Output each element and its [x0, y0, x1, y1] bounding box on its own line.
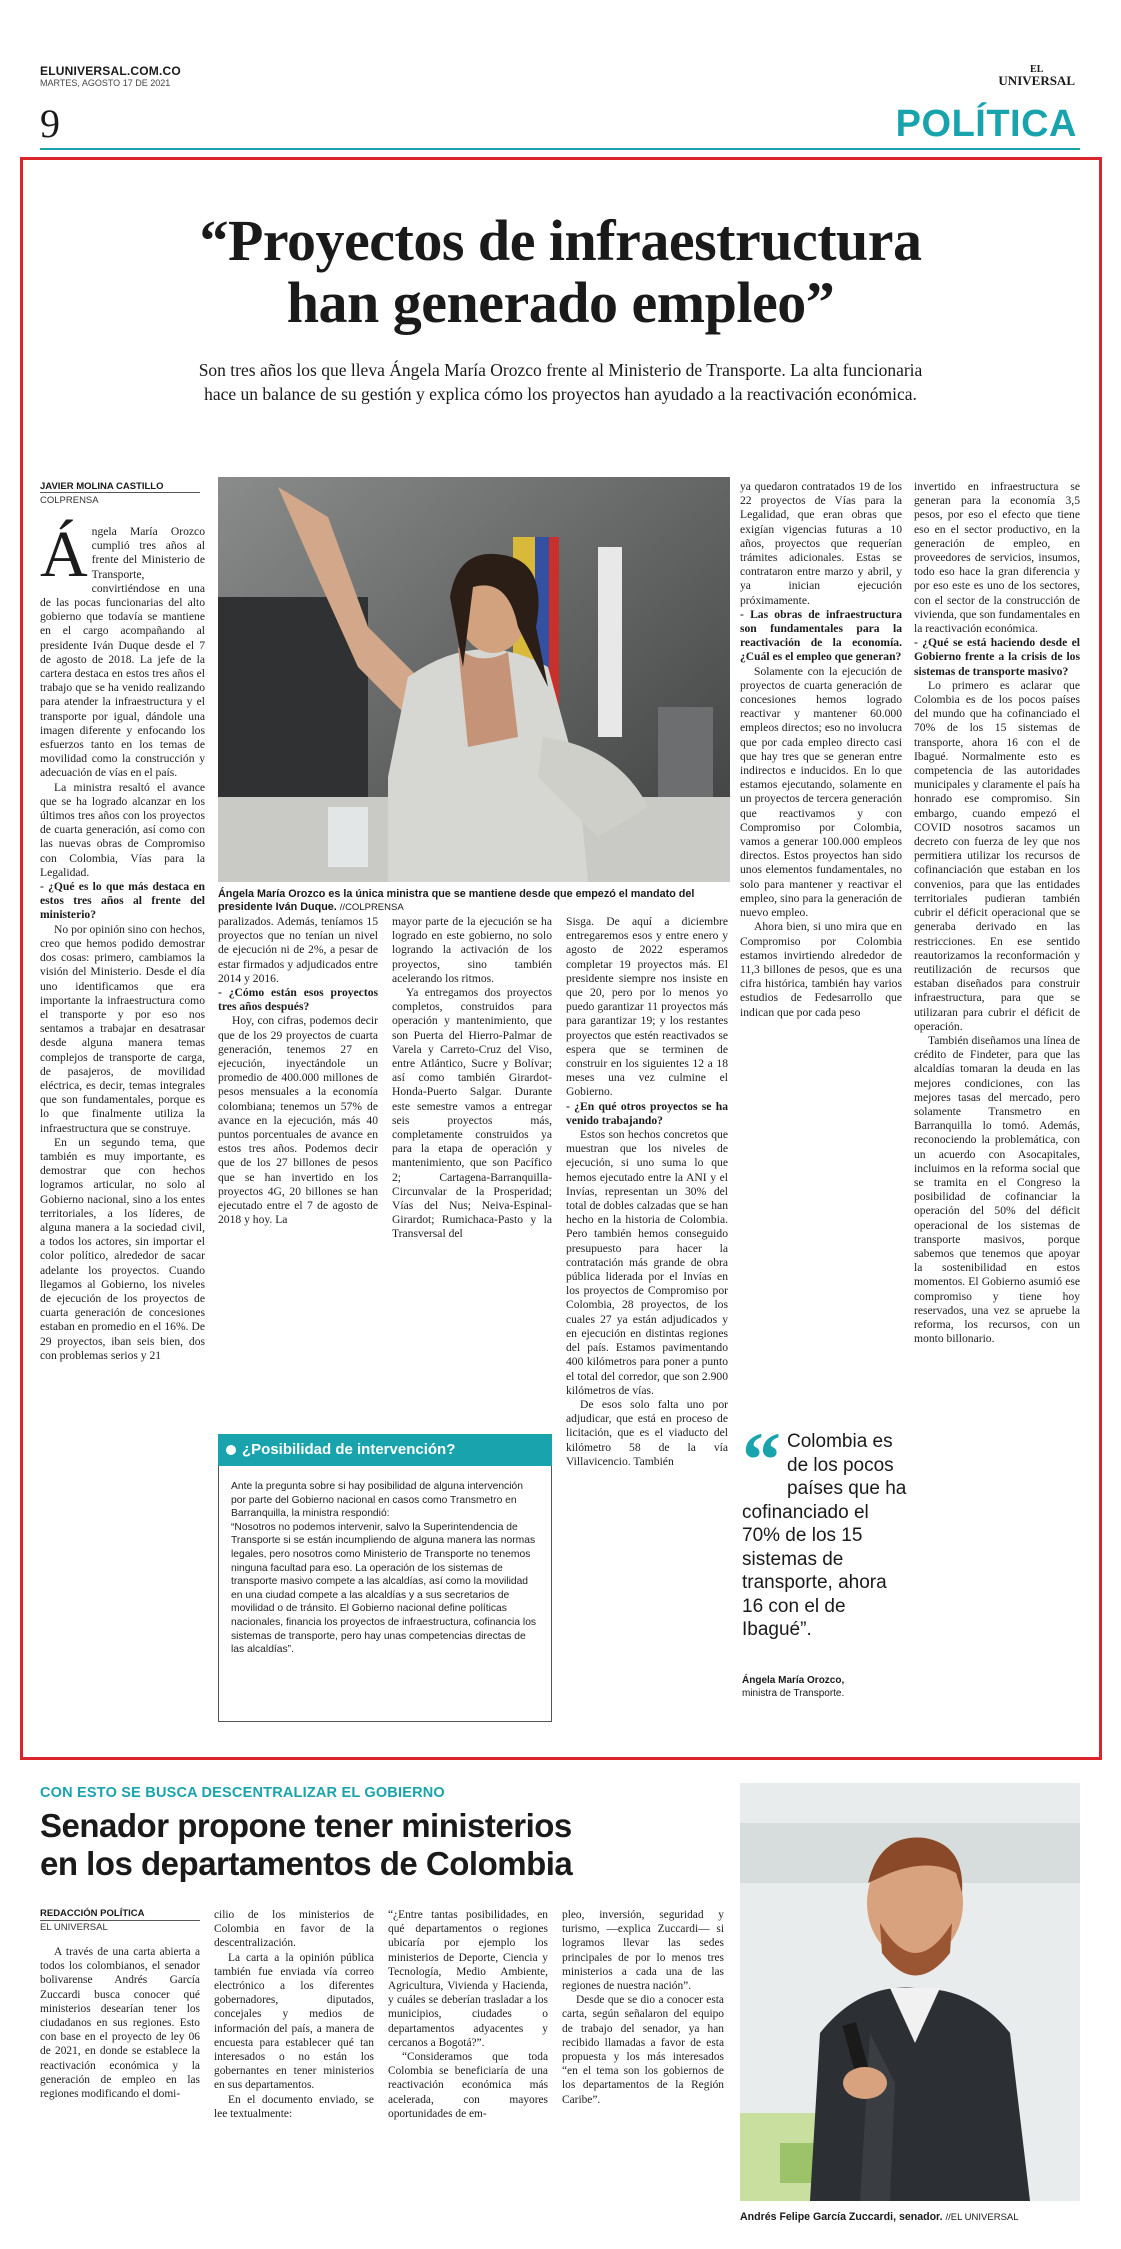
article2-column-2	[214, 1908, 374, 2238]
section-title: POLÍTICA	[895, 103, 1077, 145]
issue-date: MARTES, AGOSTO 17 DE 2021	[40, 78, 171, 88]
lead-paragraph	[40, 518, 205, 781]
sidebar-box-title	[218, 1434, 552, 1466]
article2-title	[40, 1807, 720, 1883]
article2-column-4	[562, 1908, 724, 2238]
page-number: 9	[40, 101, 60, 146]
article-deck	[110, 358, 1011, 406]
title2-line-2: en los departamentos de Colombia	[40, 1845, 573, 1882]
bullet-dot-icon	[226, 1445, 236, 1455]
photo-caption-text: Ángela María Orozco es la única ministra que se mantiene desde que empezó el mandato del presidente Iván Duque.	[218, 888, 695, 913]
senator-photo	[740, 1783, 1080, 2201]
paragraph: Desde que se dio a conocer esta carta, según señalaron del equipo de trabajo del senador, ya han recibido llamadas a favor de esta propuesta y los más interesados “en el tema son los gobiernos de los departamentos de la Región Caribe”.	[562, 1994, 724, 2106]
senator-photo-credit: //EL UNIVERSAL	[945, 2212, 1019, 2223]
article-column-4	[566, 915, 728, 1755]
paragraph: mayor parte de la ejecución se ha logrado en este gobierno, no solo logrando la activación de los proyectos, sino también acelerando los ritmos.	[392, 915, 552, 985]
senator-caption-text: Andrés Felipe García Zuccardi, senador.	[740, 2211, 943, 2223]
interview-question: - Las obras de infraestructura son fundamentales para la reactivación de la economía. ¿Cuál es el empleo que generan?	[740, 607, 902, 664]
section-rule	[40, 148, 1080, 150]
paragraph: Lo primero es aclarar que Colombia es de los pocos países del mundo que ha cofinanciado el 70% de los 15 sistemas de transporte, ahora 16 con el de Ibagué. Normalmente esto es competencia de las autoridades municipales y claramente el país ha honrado ese compromiso. Sin embargo, cuando empezó el COVID nosotros sacamos un decreto con fuerza de ley que nos permitiera utilizar los recursos de cofinanciación que estaban en los convenios, para que las entidades territoriales pudieran también cubrir el déficit operacional que se generaba derivado en las restricciones. En ese sentido reautorizamos la reconformación y reutilización de recursos que estaban diseñados para construir infraestructura, para que se utilizaran para cubrir el déficit de operación.	[914, 678, 1080, 1033]
paragraph: invertido en infraestructura se generan para la economía 3,5 pesos, por eso el efecto que tiene eso en el sector productivo, en la generación de empleo, en proveedores de servicios, insumos, todo eso hace la gran diferencia y por eso este es uno de los sectores, con el sector de la construcción de vivienda, que son fundamentales en la reactivación económica.	[914, 480, 1080, 636]
pull-quote-author: Ángela María Orozco,	[742, 1675, 845, 1686]
minister-photo-illustration	[218, 477, 730, 882]
paragraph: En un segundo tema, que también es muy importante, es demostrar que con hechos logramos articular, no solo al Gobierno nacional, sino a los entes territoriales, a los líderes, de alguna manera a la sociedad civil, a todos los actores, sin importar el color político, alrededor de sacar adelante los proyectos. Cuando llegamos al Gobierno, los niveles de ejecución de los proyectos de cuarta generación de concesiones estaban en promedio en el 16%. De 29 proyectos, iban seis bien, dos con problemas serios y 21	[40, 1135, 205, 1362]
paragraph: paralizados. Además, teníamos 15 proyectos que no tenían un nivel de ejecución ni de 2%, a pesar de estar firmados y adjudicados entre 2014 y 2016.	[218, 915, 378, 985]
logo-top: EL	[1030, 64, 1044, 75]
article-title	[60, 210, 1061, 334]
article-column-2	[218, 915, 378, 1425]
photo-caption	[218, 888, 730, 914]
author-agency: COLPRENSA	[40, 495, 99, 506]
pull-quote-source	[742, 1674, 844, 1700]
sidebar-box-title-text: ¿Posibilidad de intervención?	[242, 1441, 456, 1458]
article2-agency: EL UNIVERSAL	[40, 1922, 108, 1933]
paragraph: pleo, inversión, seguridad y turismo, —explica Zuccardi— si logramos llevar las sedes principales de por lo menos tres ministerios a cada una de las regiones de nuestra nación”.	[562, 1909, 724, 1993]
senator-photo-caption	[740, 2211, 1080, 2223]
interview-question: - ¿Qué es lo que más destaca en estos tres años al frente del ministerio?	[40, 880, 205, 922]
paragraph: Solamente con la ejecución de proyectos de cuarta generación de concesiones hemos logrado reactivar y mantener 60.000 empleos directos; eso no involucra que por cada empleo directo casi que hay tres que se generan entre indirectos e inducidos. En lo que estamos ejecutando, solamente en un proyectos de tercera generación que reactivamos y con Compromiso por Colombia, vamos a generar 100.000 empleos directos. Estos proyectos han sido unos elementos fundamentales, no solo para mantener y reactivar el empleo, sino para la generación de nuevo empleo.	[740, 664, 902, 920]
article2-column-3	[388, 1908, 548, 2238]
paragraph: Ahora bien, si uno mira que en Compromiso por Colombia estamos invirtiendo alrededor de 11,3 billones de pesos, que es una cifra histórica, también hay varios estudios de Fedesarrollo que indican que por cada peso	[740, 920, 902, 1019]
newspaper-logo	[998, 64, 1075, 86]
article-column-3	[392, 915, 552, 1425]
title-line-1: “Proyectos de infraestructura	[199, 208, 922, 273]
author-name: JAVIER MOLINA CASTILLO	[40, 481, 164, 492]
title-line-2: han generado empleo”	[286, 270, 835, 335]
article2-author: REDACCIÓN POLÍTICA	[40, 1908, 145, 1919]
pull-quote	[742, 1416, 907, 1642]
lead-text: ngela María Orozco cumplió tres años al frente del Ministerio de Transporte, convirtiéndose en una de las pocas funcionarias del alto gobierno que todavía se mantiene en el cargo acompañando al presidente Iván Duque desde el 7 de agosto de 2018. La jefe de la cartera destaca en estos tres años el trabajo que se ha venido realizando para atender la infraestructura y el transporte por igual, dándole una imagen diferente y enfocando los esfuerzos tanto en los temas de movilidad como la construcción y adecuación de vías en el país.	[40, 525, 205, 780]
paragraph: Estos son hechos concretos que muestran que los niveles de ejecución, si uno suma lo que hemos ejecutado entre la ANI y el Invías, representan un 30% del total de dobles calzadas que se han hecho en la historia de Colombia. Pero también hemos conseguido presupuesto para hacer la contratación más grande de obra pública liderada por el Invías en los proyectos de Compromiso por Colombia, 28 proyectos, de los cuales 27 ya están adjudicados y en ejecución en distintas regiones del país. Estamos pavimentando 400 kilómetros para poner a punto el total del corredor, que son 2.900 kilómetros de vías.	[566, 1128, 728, 1397]
interview-question: - ¿Qué se está haciendo desde el Gobierno frente a la crisis de los sistemas de transporte masivo?	[914, 636, 1080, 678]
article-column-6	[914, 480, 1080, 1755]
minister-photo	[218, 477, 730, 882]
paragraph: Sisga. De aquí a diciembre entregaremos esos y entre enero y agosto de 2022 esperamos completar 19 proyectos más. El presidente siempre nos insiste en que 20, pero por lo menos yo puedo garantizar 11 proyectos más para garantizar 19; y los restantes proyectos que estén reactivados se espera que se terminen de construir en los siguientes 12 a 18 meses una vez culmine el Gobierno.	[566, 915, 728, 1099]
senator-photo-illustration	[740, 1783, 1080, 2201]
paragraph: “Consideramos que toda Colombia se beneficiaría de una reactivación económica más acelerada, con mayores oportunidades de em-	[388, 2051, 548, 2120]
photo-credit: //COLPRENSA	[339, 902, 404, 913]
paragraph: De esos solo falta uno por adjudicar, que está en proceso de licitación, que es el viaducto del kilómetro 58 de la vía Villavicencio. También	[566, 1397, 728, 1468]
sidebar-paragraph: Ante la pregunta sobre si hay posibilidad de alguna intervención por parte del Gobierno nacional en casos como Transmetro en Barranquilla, la ministra respondió:	[231, 1481, 523, 1520]
article2-column-1	[40, 1945, 200, 2235]
paragraph: La carta a la opinión pública también fue enviada vía correo electrónico a los diferentes gobernadores, diputados, concejales y medios de información del país, a manera de encuesta para establecer qué tan interesados o no están los gobernantes en tener ministerios en sus departamentos.	[214, 1951, 374, 2092]
deck-line-1: Son tres años los que lleva Ángela María Orozco frente al Ministerio de Transporte. La alta funcionaria	[198, 360, 923, 380]
article2-kicker: CON ESTO SE BUSCA DESCENTRALIZAR EL GOBIERNO	[40, 1785, 445, 1801]
paragraph: En el documento enviado, se lee textualmente:	[214, 2093, 374, 2120]
interview-question: - ¿En qué otros proyectos se ha venido trabajando?	[566, 1099, 728, 1127]
pull-quote-role: ministra de Transporte.	[742, 1688, 845, 1699]
paragraph: cilio de los ministerios de Colombia en favor de la descentralización.	[214, 1909, 374, 1950]
sidebar-box-body	[218, 1466, 552, 1722]
article-column-5	[740, 480, 902, 1420]
interview-question: - ¿Cómo están esos proyectos tres años después?	[218, 986, 378, 1014]
paragraph: ya quedaron contratados 19 de los 22 proyectos de Vías para la Legalidad, que eran obras que exigían vigencias futuras a 10 años, proyectos que requerían trámites adicionales. Estas se contrataron entre marzo y abril, y ya inician ejecución próximamente.	[740, 480, 902, 607]
paragraph: Hoy, con cifras, podemos decir que de los 29 proyectos de cuarta generación, tenemos 27 en ejecución, inyectándole un promedio de 400.000 millones de pesos mensuales a la economía colombiana; tenemos un 57% de avance en la ejecución, más 40 puntos porcentuales de avance en estos tres años. Podemos decir que de los 27 billones de pesos que se han invertido en los proyectos 4G, 20 billones se han ejecutado entre el 7 de agosto de 2018 y hoy. La	[218, 1014, 378, 1227]
quote-mark-icon: “	[742, 1416, 781, 1503]
paragraph: No por opinión sino con hechos, creo que hemos podido demostrar dos cosas: primero, cambiamos la visión del Ministerio. Desde el día uno identificamos que era importante la infraestructura como el transporte y por eso nos sentamos a trabajar en desatrasar desde alguna manera temas complejos de transporte de carga, de pasajeros, de movilidad eléctrica, es decir, temas integrales que son fundamentales, porque es lo que finalmente utiliza la infraestructura que se construye.	[40, 922, 205, 1135]
paragraph: A través de una carta abierta a todos los colombianos, el senador bolivarense Andrés García Zuccardi busca conocer qué ministerios desearían tener los ciudadanos en sus regiones. Esto con base en el proyecto de ley 06 de 2021, en donde se establece la reactivación económica y la generación de empleo en las regiones modificando el domi-	[40, 1946, 200, 2101]
article2-byline-rule	[40, 1920, 200, 1921]
paragraph: “¿Entre tantas posibilidades, en qué departamentos o regiones ubicaría por ejemplo los ministerios de Deporte, Ciencia y Tecnología, Medio Ambiente, Agricultura, Vivienda y Hacienda, y cuáles se deberían trasladar a los municipios, ciudades o departamentos adyacentes y cercanos a Bogotá?”.	[388, 1909, 548, 2049]
paragraph: Ya entregamos dos proyectos completos, construidos para operación y mantenimiento, que son Puerta del Hierro-Palmar de Varela y Carreto-Cruz del Viso, entre Atlántico, Sucre y Bolívar; así como también Girardot-Honda-Puerto Salgar. Durante este semestre vamos a entregar seis proyectos más, completamente construidos ya para la etapa de operación y mantenimiento, que son Pacífico 2; Cartagena-Barranquilla-Circunvalar de la Prosperidad; Vías del Nus; Neiva-Espinal-Girardot; Rumichaca-Pasto y la Transversal del	[392, 986, 552, 1241]
deck-line-2: hace un balance de su gestión y explica cómo los proyectos han ayudado a la reactivación económica.	[204, 384, 917, 404]
site-url: ELUNIVERSAL.COM.CO	[40, 64, 181, 78]
article-column-1	[40, 518, 205, 1755]
pull-quote-text: Colombia es de los pocos países que ha cofinanciado el 70% de los 15 sistemas de transporte, ahora 16 con el de Ibagué”.	[742, 1431, 907, 1640]
title2-line-1: Senador propone tener ministerios	[40, 1807, 572, 1844]
byline-rule	[40, 492, 200, 493]
sidebar-paragraph: “Nosotros no podemos intervenir, salvo la Superintendencia de Transporte si se están incumpliendo de alguna manera las normas legales, pero nosotros como Ministerio de Transporte no tenemos ninguna facultad para eso. La operación de los sistemas de transporte masivo compete a las alcaldías, así como la movilidad en una ciudad compete a las alcaldías y a sus secretarios de movilidad o de tránsito. El Gobierno nacional define políticas nacionales, financia los proyectos de infraestructura, cofinancia los sistemas de transporte, pero hay unas competencias directas de las alcaldías”.	[231, 1521, 537, 1656]
logo-bottom: UNIVERSAL	[998, 73, 1075, 88]
paragraph: La ministra resaltó el avance que se ha logrado alcanzar en los últimos tres años con los proyectos de cuarta generación, así como con las nuevas obras de Compromiso con Colombia, Vías para la Legalidad.	[40, 780, 205, 879]
paragraph: También diseñamos una línea de crédito de Findeter, para que las alcaldías tomaran la deuda en las mejores condiciones, con las mejores tasas del mercado, pero solamente Transmetro en Barranquilla lo tomó. Además, reconociendo la problemática, con un acuerdo con Asocapitales, incluimos en la reforma social que se tramita en el Congreso la posibilidad de cofinanciar la operación del 50% del déficit operacional de los sistemas de transporte masivos, porque sabemos que tenemos que apoyar la sostenibilidad en estos momentos. El Gobierno asumió ese compromiso y tiene hoy reservados, una vez se apruebe la reforma, los recursos, con un monto billonario.	[914, 1033, 1080, 1346]
drop-cap: Á	[40, 518, 88, 591]
